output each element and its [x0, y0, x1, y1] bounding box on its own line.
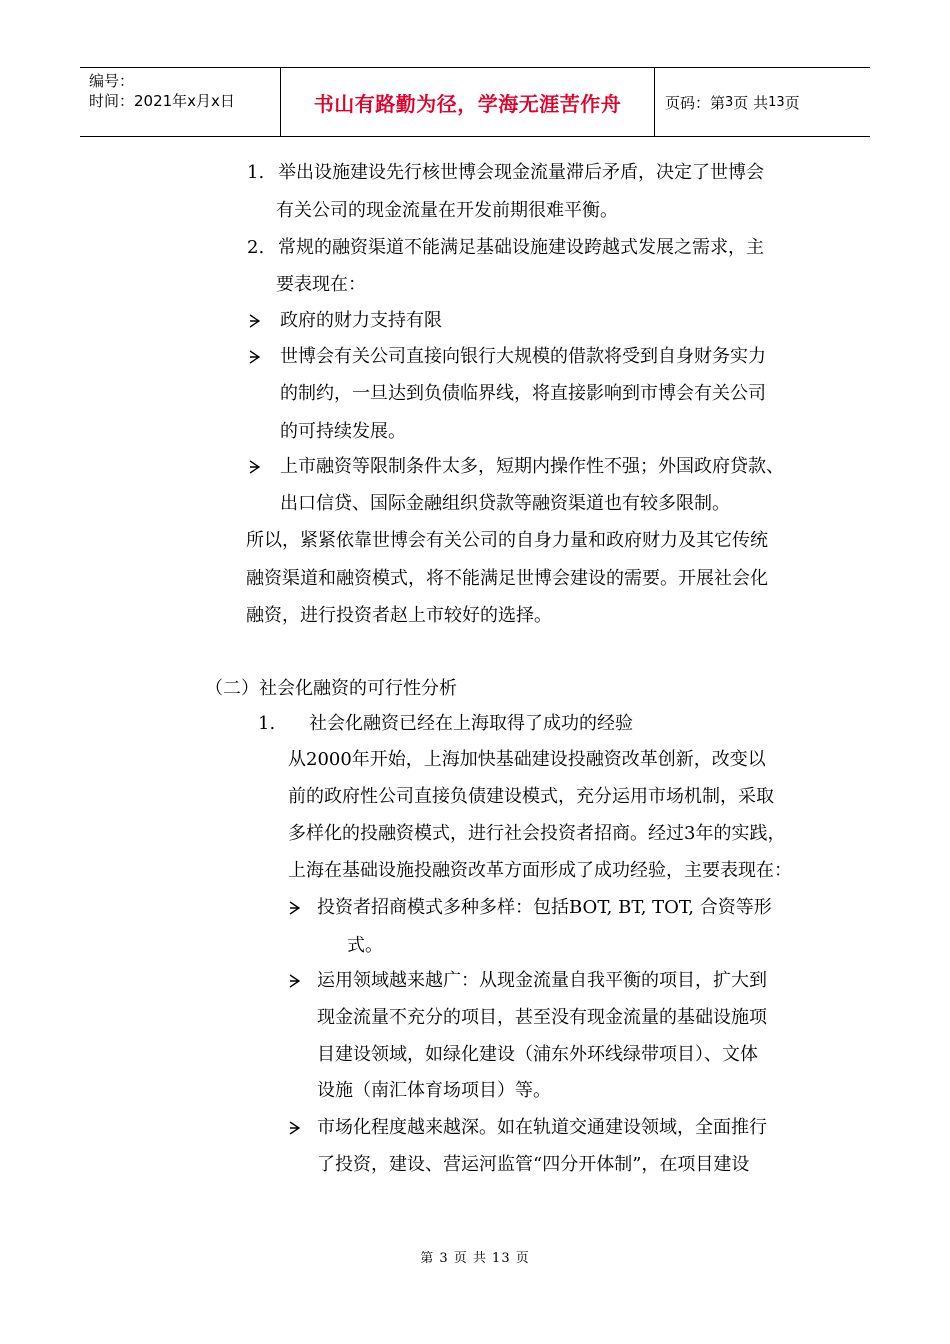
bullet-line: 上市融资等限制条件太多，短期内操作性不强；外国政府贷款、 [280, 456, 784, 477]
arrow-bullet-icon [289, 974, 300, 988]
bullet-line: 市场化程度越来越深。如在轨道交通建设领域，全面推行 [317, 1117, 767, 1138]
arrow-bullet-icon [249, 460, 260, 474]
bullet-line: 运用领域越来越广：从现金流量自我平衡的项目，扩大到 [317, 970, 767, 991]
paragraph-line: 举出设施建设先行核世博会现金流量滞后矛盾，决定了世博会 [278, 162, 764, 183]
bullet-line: 出口信贷、国际金融组织贷款等融资渠道也有较多限制。 [280, 493, 730, 514]
list-number: 1. [247, 162, 265, 183]
arrow-bullet-icon [249, 314, 260, 328]
date-label: 时间：2021年x月x日 [89, 92, 235, 110]
list-number: 2. [247, 237, 265, 258]
paragraph-line: 多样化的投融资模式，进行社会投资者招商。经过3年的实践， [288, 823, 786, 844]
header-motto: 书山有路勤为径，学海无涯苦作舟 [281, 68, 655, 136]
bullet-line: 投资者招商模式多种多样：包括BOT, BT, TOT, 合资等形 [317, 897, 772, 918]
paragraph-line: 前的政府性公司直接负债建设模式，充分运用市场机制，采取 [288, 786, 774, 807]
page-label-suffix: 页 [784, 93, 800, 112]
bullet-line: 现金流量不充分的项目，甚至没有现金流量的基础设施项 [317, 1007, 767, 1028]
section-heading: （二）社会化融资的可行性分析 [205, 678, 457, 699]
paragraph-line: 有关公司的现金流量在开发前期很难平衡。 [276, 200, 618, 221]
paragraph-line: 所以，紧紧依靠世博会有关公司的自身力量和政府财力及其它传统 [246, 530, 768, 551]
page-header [80, 67, 870, 137]
bullet-line: 世博会有关公司直接向银行大规模的借款将受到自身财务实力 [280, 346, 766, 367]
paragraph-line: 上海在基础设施投融资改革方面形成了成功经验，主要表现在： [288, 860, 792, 881]
page-total: 13 [768, 94, 785, 110]
subsection-title: 社会化融资已经在上海取得了成功的经验 [309, 713, 633, 734]
bullet-line: 政府的财力支持有限 [280, 310, 442, 331]
page-current: 3 [725, 94, 734, 110]
header-page-info [655, 68, 870, 136]
paragraph-line: 要表现在： [276, 274, 366, 295]
page-footer: 第 3 页 共 13 页 [420, 1251, 530, 1266]
header-meta [80, 68, 281, 136]
list-number: 1. [258, 713, 276, 734]
paragraph-line: 融资渠道和融资模式，将不能满足世博会建设的需要。开展社会化 [246, 568, 768, 589]
page-label-prefix: 页码：第 [665, 93, 726, 112]
arrow-bullet-icon [289, 1121, 300, 1135]
bullet-line: 的制约，一旦达到负债临界线，将直接影响到市博会有关公司 [280, 383, 766, 404]
bullet-line: 式。 [347, 935, 383, 956]
bullet-line: 的可持续发展。 [280, 421, 406, 442]
paragraph-line: 常规的融资渠道不能满足基础设施建设跨越式发展之需求，主 [278, 237, 764, 258]
page-label-mid: 页 共 [733, 93, 769, 112]
arrow-bullet-icon [289, 901, 300, 915]
bullet-line: 了投资，建设、营运河监管“四分开体制”，在项目建设 [317, 1154, 750, 1175]
paragraph-line: 融资，进行投资者赵上市较好的选择。 [246, 605, 552, 626]
arrow-bullet-icon [249, 350, 260, 364]
bullet-line: 设施（南汇体育场项目）等。 [317, 1080, 551, 1101]
bullet-line: 目建设领域，如绿化建设（浦东外环线绿带项目）、文体 [317, 1044, 758, 1065]
number-label: 编号： [89, 72, 135, 90]
paragraph-line: 从2000年开始，上海加快基础建设投融资改革创新，改变以 [288, 749, 766, 770]
